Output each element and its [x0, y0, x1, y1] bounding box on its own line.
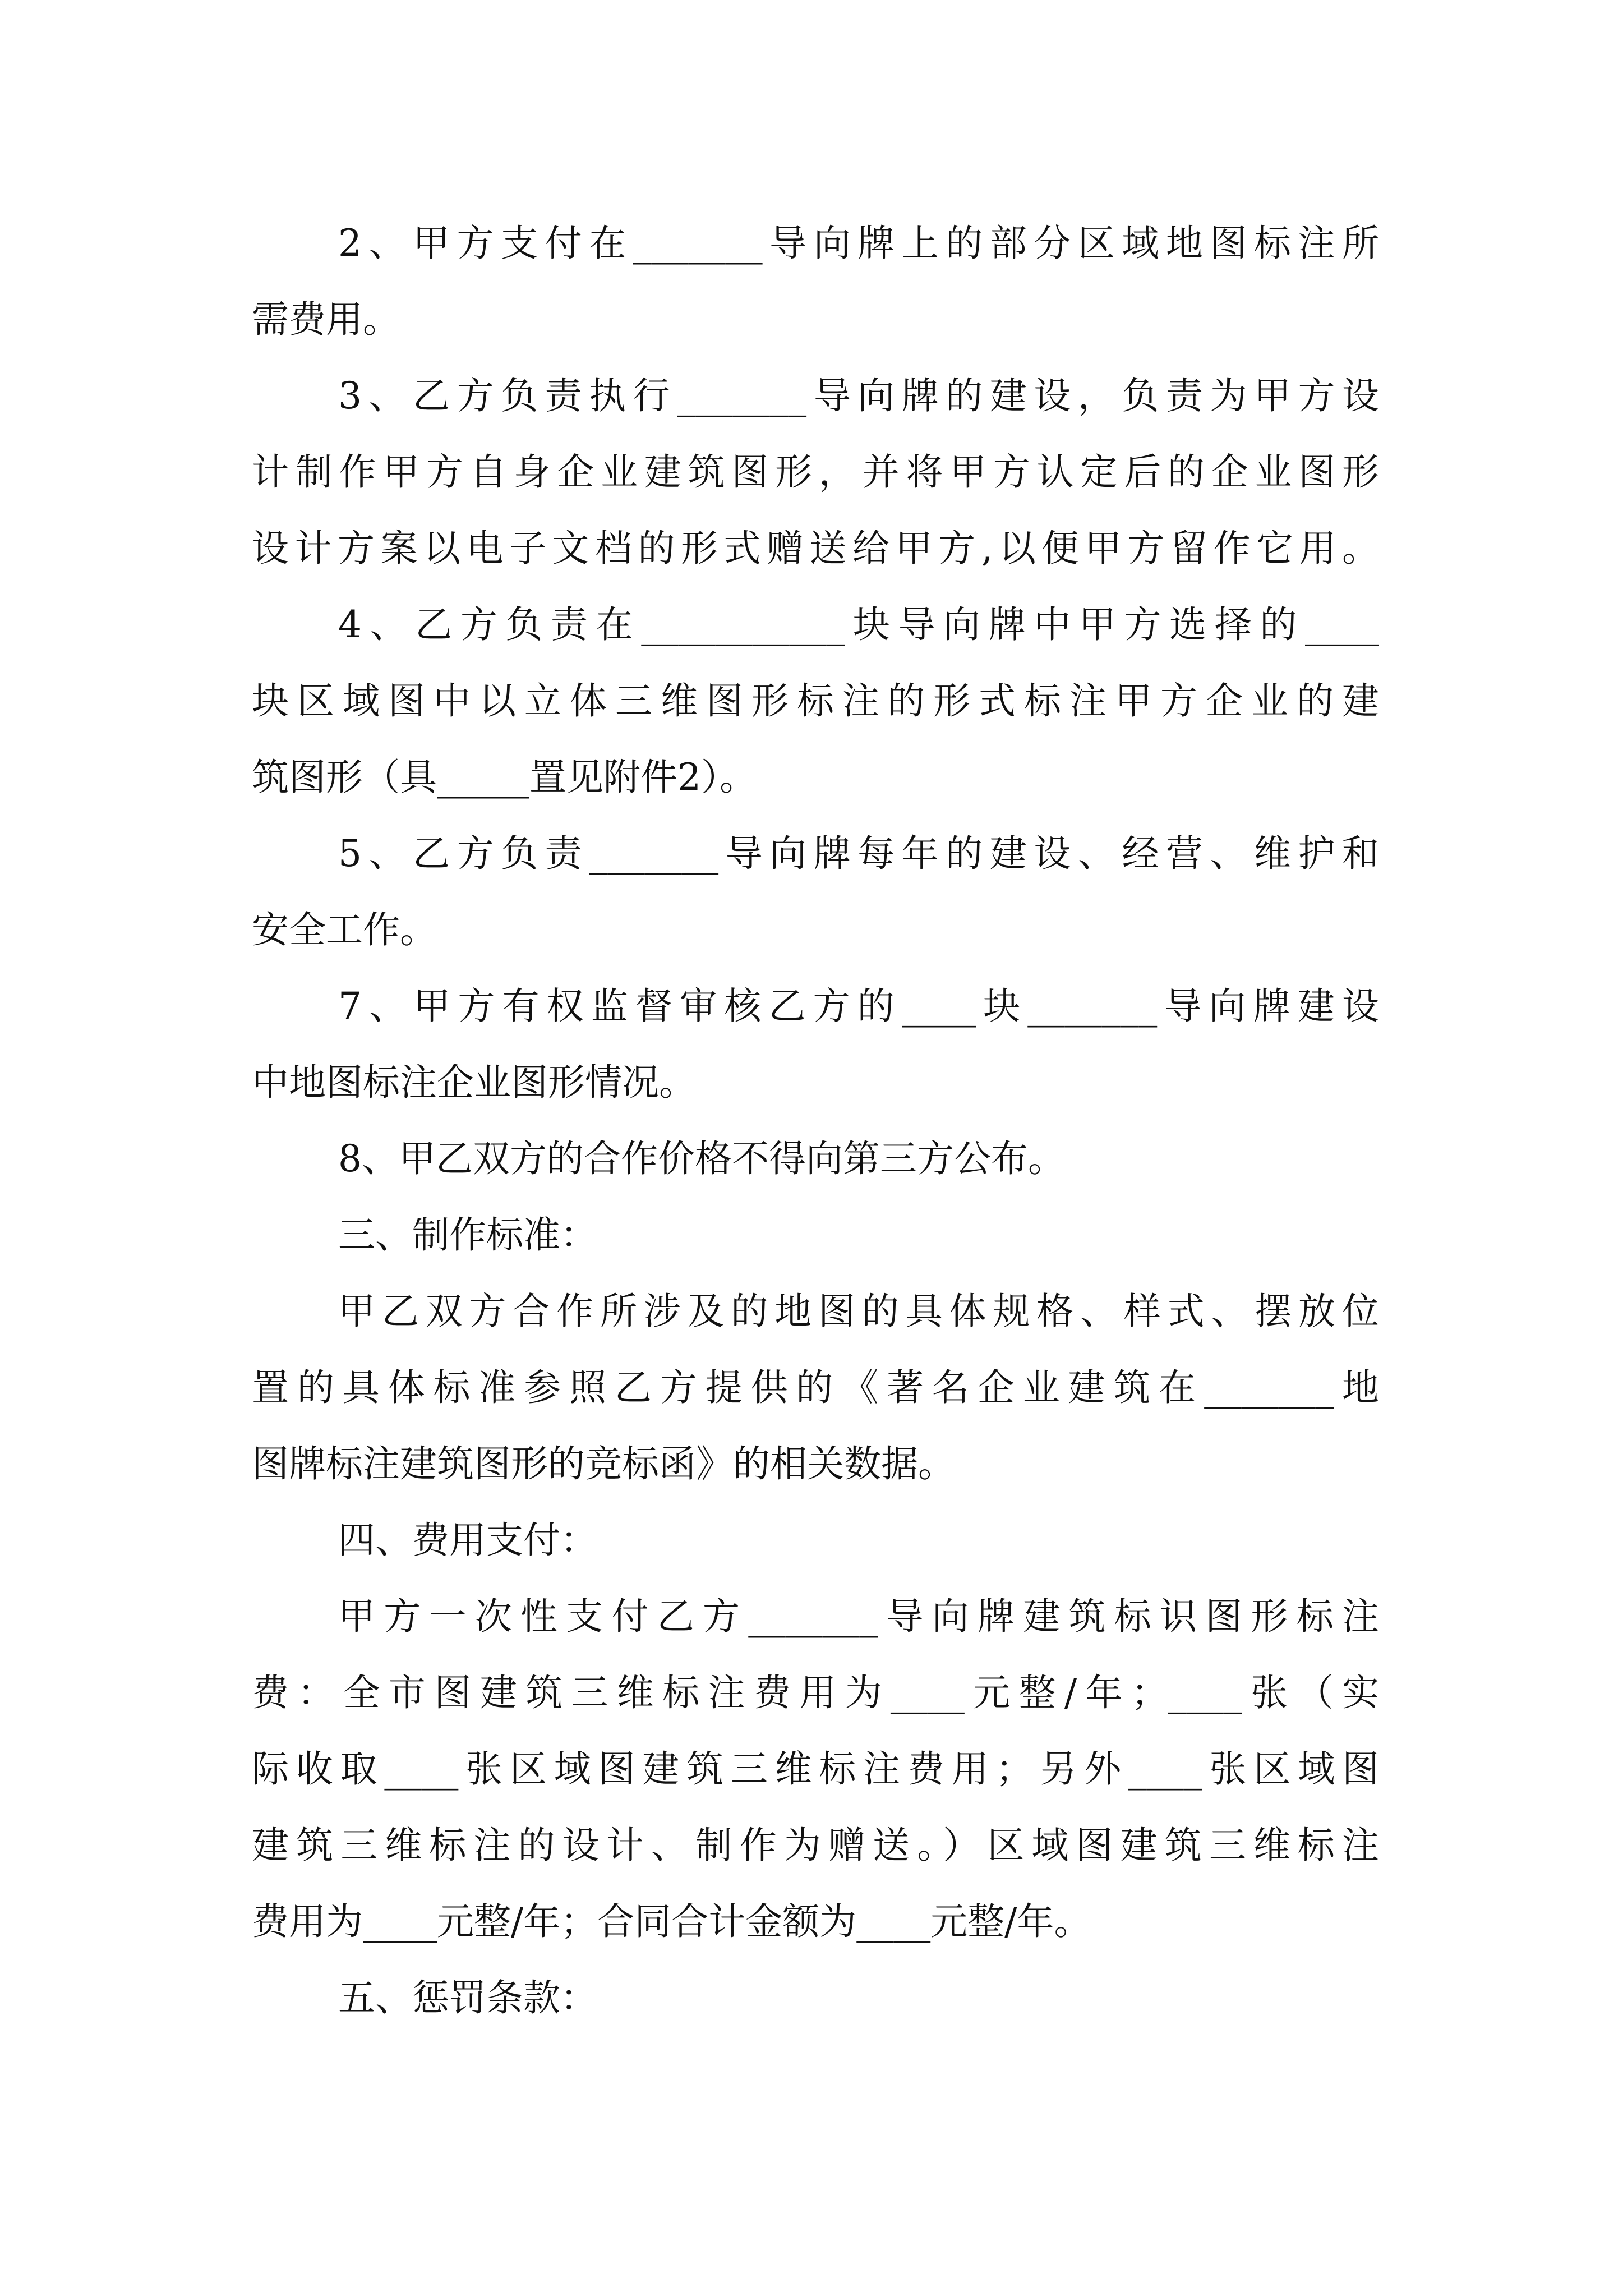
paragraph-line: 8、甲乙双方的合作价格不得向第三方公布。 [338, 1137, 1065, 1180]
paragraph-line: 3、乙方负责执行_______导向牌的建设，负责为甲方设 [338, 374, 1379, 417]
paragraph-line: 块区域图中以立体三维图形标注的形式标注甲方企业的建 [252, 679, 1379, 723]
paragraph-line: 计制作甲方自身企业建筑图形，并将甲方认定后的企业图形 [252, 450, 1379, 494]
paragraph-line: 际收取____张区域图建筑三维标注费用；另外____张区域图 [252, 1747, 1379, 1791]
paragraph-line: 甲乙双方合作所涉及的地图的具体规格、样式、摆放位 [338, 1290, 1379, 1333]
paragraph-line: 甲方一次性支付乙方_______导向牌建筑标识图形标注 [338, 1595, 1379, 1638]
paragraph-line: 4、乙方负责在___________块导向牌中甲方选择的____ [338, 603, 1379, 646]
section-heading: 五、惩罚条款： [338, 1976, 597, 2019]
paragraph-line: 图牌标注建筑图形的竞标函》的相关数据。 [252, 1442, 955, 1485]
paragraph-line: 5、乙方负责_______导向牌每年的建设、经营、维护和 [338, 832, 1379, 875]
paragraph-line: 费：全市图建筑三维标注费用为____元整/年；____张（实 [252, 1671, 1379, 1714]
paragraph-line: 7、甲方有权监督审核乙方的____块_______导向牌建设 [338, 984, 1379, 1028]
paragraph-line: 需费用。 [252, 298, 400, 341]
paragraph-line: 中地图标注企业图形情况。 [252, 1061, 696, 1104]
section-heading: 四、费用支付： [338, 1519, 597, 1562]
section-heading: 三、制作标准： [338, 1213, 597, 1257]
paragraph-line: 费用为____元整/年；合同合计金额为____元整/年。 [252, 1900, 1091, 1943]
paragraph-line: 2、甲方支付在_______导向牌上的部分区域地图标注所 [338, 222, 1379, 265]
paragraph-line: 设计方案以电子文档的形式赠送给甲方,以便甲方留作它用。 [252, 527, 1379, 570]
paragraph-line: 安全工作。 [252, 908, 437, 951]
paragraph-line: 建筑三维标注的设计、制作为赠送。）区域图建筑三维标注 [252, 1824, 1379, 1867]
paragraph-line: 置的具体标准参照乙方提供的《著名企业建筑在_______地 [252, 1366, 1379, 1409]
paragraph-line: 筑图形（具_____置见附件2）。 [252, 756, 757, 799]
